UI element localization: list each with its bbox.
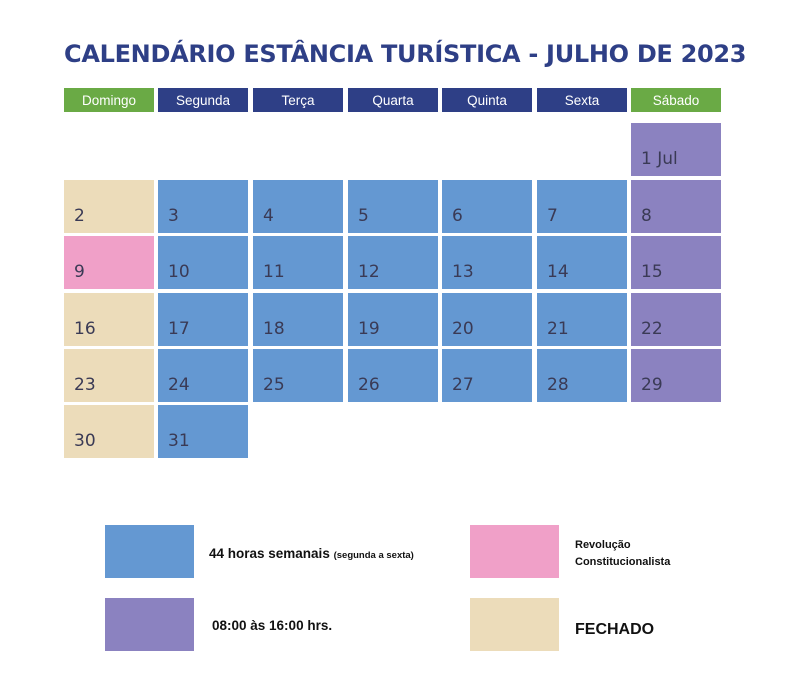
legend-swatch-sunday <box>470 598 559 651</box>
day-number: 31 <box>168 431 190 451</box>
calendar-day-cell <box>537 349 627 402</box>
weekday-header-6: Sábado <box>631 88 721 112</box>
day-number: 19 <box>358 319 380 339</box>
legend-weekday-note: (segunda a sexta) <box>333 550 414 561</box>
calendar-day-cell <box>253 236 343 289</box>
calendar-day-cell <box>442 180 532 233</box>
day-number: 17 <box>168 319 190 339</box>
calendar-day-cell <box>158 236 248 289</box>
day-number: 24 <box>168 375 190 395</box>
calendar-day-cell <box>253 349 343 402</box>
day-number: 27 <box>452 375 474 395</box>
page-title: CALENDÁRIO ESTÂNCIA TURÍSTICA - JULHO DE 2023 <box>64 40 747 68</box>
calendar-day-cell <box>64 405 154 458</box>
day-number: 28 <box>547 375 569 395</box>
day-number: 14 <box>547 262 569 282</box>
calendar-day-cell <box>158 180 248 233</box>
calendar-day-cell <box>537 180 627 233</box>
calendar-day-cell <box>442 349 532 402</box>
day-number: 30 <box>74 431 96 451</box>
day-number: 29 <box>641 375 663 395</box>
legend-label-saturday: 08:00 às 16:00 hrs. <box>212 618 333 633</box>
day-number: 25 <box>263 375 285 395</box>
calendar-day-cell <box>64 180 154 233</box>
calendar-day-cell <box>348 180 438 233</box>
legend-swatch-weekday <box>105 525 194 578</box>
weekday-header-5: Sexta <box>537 88 627 112</box>
day-number: 5 <box>358 206 369 226</box>
calendar-day-cell <box>631 236 721 289</box>
day-number: 11 <box>263 262 285 282</box>
legend-label-weekday <box>209 546 414 561</box>
legend-weekday-main: 44 horas semanais <box>209 546 330 561</box>
legend-holiday-line1: Revolução <box>575 539 631 551</box>
calendar-day-cell <box>253 180 343 233</box>
weekday-header-4: Quinta <box>442 88 532 112</box>
calendar-day-cell <box>64 349 154 402</box>
legend-holiday-line2: Constitucionalista <box>575 556 671 568</box>
legend-swatch-saturday <box>105 598 194 651</box>
calendar-day-cell <box>64 236 154 289</box>
calendar-day-cell <box>537 293 627 346</box>
calendar-day-cell <box>537 236 627 289</box>
calendar-day-cell <box>158 405 248 458</box>
day-number: 3 <box>168 206 179 226</box>
calendar-day-cell <box>631 293 721 346</box>
day-number: 18 <box>263 319 285 339</box>
calendar-day-cell <box>253 293 343 346</box>
calendar-day-cell <box>348 349 438 402</box>
day-number: 1 Jul <box>641 149 678 169</box>
day-number: 22 <box>641 319 663 339</box>
calendar-day-cell <box>631 123 721 176</box>
day-number: 21 <box>547 319 569 339</box>
calendar-day-cell <box>158 293 248 346</box>
day-number: 10 <box>168 262 190 282</box>
day-number: 2 <box>74 206 85 226</box>
weekday-header-0: Domingo <box>64 88 154 112</box>
day-number: 15 <box>641 262 663 282</box>
legend-swatch-holiday <box>470 525 559 578</box>
day-number: 9 <box>74 262 85 282</box>
day-number: 20 <box>452 319 474 339</box>
day-number: 6 <box>452 206 463 226</box>
day-number: 12 <box>358 262 380 282</box>
calendar-day-cell <box>348 293 438 346</box>
calendar-day-cell <box>631 180 721 233</box>
calendar-day-cell <box>64 293 154 346</box>
weekday-header-3: Quarta <box>348 88 438 112</box>
day-number: 26 <box>358 375 380 395</box>
legend-label-closed: FECHADO <box>575 621 655 638</box>
day-number: 23 <box>74 375 96 395</box>
day-number: 4 <box>263 206 274 226</box>
legend-label-holiday <box>575 537 670 571</box>
day-number: 7 <box>547 206 558 226</box>
calendar-day-cell <box>348 236 438 289</box>
day-number: 13 <box>452 262 474 282</box>
day-number: 16 <box>74 319 96 339</box>
calendar-day-cell <box>442 293 532 346</box>
calendar-day-cell <box>631 349 721 402</box>
weekday-header-2: Terça <box>253 88 343 112</box>
weekday-header-1: Segunda <box>158 88 248 112</box>
calendar-day-cell <box>158 349 248 402</box>
day-number: 8 <box>641 206 652 226</box>
calendar-day-cell <box>442 236 532 289</box>
